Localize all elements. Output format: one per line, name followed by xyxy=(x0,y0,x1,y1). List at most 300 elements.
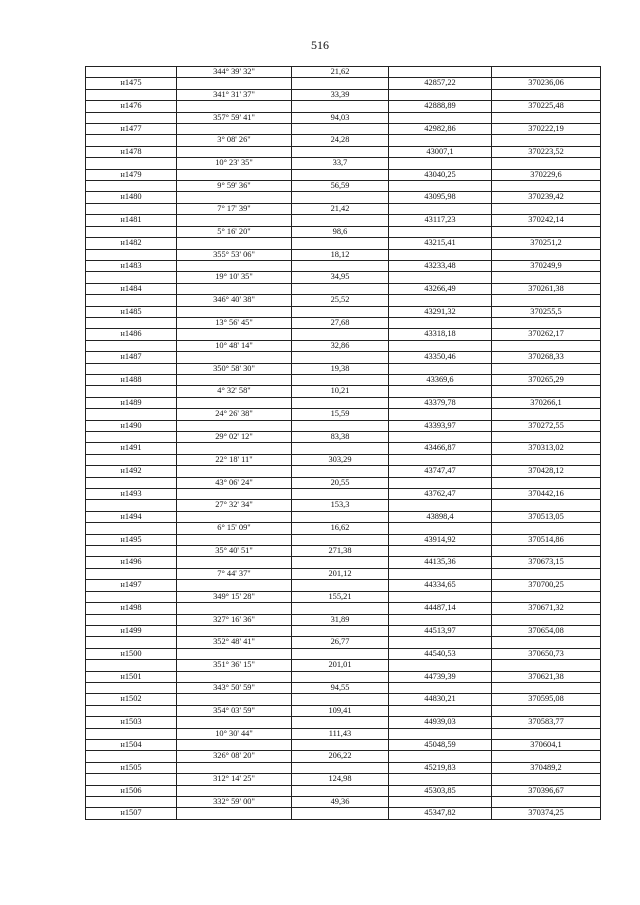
point-name: н1488 xyxy=(86,374,177,385)
empty-cell xyxy=(292,511,389,522)
empty-cell xyxy=(86,272,177,283)
empty-cell xyxy=(86,112,177,123)
distance-value: 56,59 xyxy=(292,181,389,192)
bearing-value: 327° 16' 36" xyxy=(177,614,292,625)
bearing-value: 29° 02' 12" xyxy=(177,432,292,443)
segment-row xyxy=(86,249,601,260)
segment-row xyxy=(86,614,601,625)
segment-row xyxy=(86,89,601,100)
empty-cell xyxy=(86,317,177,328)
y-coordinate: 370621,38 xyxy=(492,671,601,682)
distance-value: 111,43 xyxy=(292,728,389,739)
point-row xyxy=(86,169,601,180)
empty-cell xyxy=(492,409,601,420)
empty-cell xyxy=(292,192,389,203)
bearing-value: 352° 48' 41" xyxy=(177,637,292,648)
empty-cell xyxy=(492,454,601,465)
empty-cell xyxy=(492,705,601,716)
empty-cell xyxy=(492,317,601,328)
segment-row xyxy=(86,728,601,739)
y-coordinate: 370654,08 xyxy=(492,625,601,636)
empty-cell xyxy=(292,306,389,317)
distance-value: 26,77 xyxy=(292,637,389,648)
y-coordinate: 370313,02 xyxy=(492,443,601,454)
empty-cell xyxy=(492,432,601,443)
segment-row xyxy=(86,67,601,78)
distance-value: 15,59 xyxy=(292,409,389,420)
distance-value: 19,38 xyxy=(292,363,389,374)
point-name: н1503 xyxy=(86,717,177,728)
empty-cell xyxy=(86,386,177,397)
bearing-value: 357° 59' 41" xyxy=(177,112,292,123)
distance-value: 33,39 xyxy=(292,89,389,100)
empty-cell xyxy=(389,272,492,283)
empty-cell xyxy=(389,432,492,443)
empty-cell xyxy=(86,454,177,465)
y-coordinate: 370513,05 xyxy=(492,511,601,522)
y-coordinate: 370650,73 xyxy=(492,648,601,659)
point-name: н1481 xyxy=(86,215,177,226)
empty-cell xyxy=(292,397,389,408)
segment-row xyxy=(86,568,601,579)
x-coordinate: 43007,1 xyxy=(389,146,492,157)
distance-value: 33,7 xyxy=(292,158,389,169)
point-row xyxy=(86,489,601,500)
empty-cell xyxy=(177,329,292,340)
empty-cell xyxy=(292,329,389,340)
point-name: н1504 xyxy=(86,739,177,750)
empty-cell xyxy=(86,409,177,420)
empty-cell xyxy=(292,580,389,591)
point-row xyxy=(86,283,601,294)
point-row xyxy=(86,329,601,340)
bearing-value: 22° 18' 11" xyxy=(177,454,292,465)
x-coordinate: 44830,21 xyxy=(389,694,492,705)
distance-value: 31,89 xyxy=(292,614,389,625)
segment-row xyxy=(86,340,601,351)
empty-cell xyxy=(292,717,389,728)
empty-cell xyxy=(492,249,601,260)
point-name: н1498 xyxy=(86,603,177,614)
page-number: 516 xyxy=(311,38,329,52)
x-coordinate: 42982,86 xyxy=(389,124,492,135)
empty-cell xyxy=(177,124,292,135)
y-coordinate: 370242,14 xyxy=(492,215,601,226)
x-coordinate: 44334,65 xyxy=(389,580,492,591)
empty-cell xyxy=(492,158,601,169)
y-coordinate: 370255,5 xyxy=(492,306,601,317)
empty-cell xyxy=(177,260,292,271)
empty-cell xyxy=(86,295,177,306)
empty-cell xyxy=(177,648,292,659)
x-coordinate: 45347,82 xyxy=(389,808,492,819)
x-coordinate: 43747,47 xyxy=(389,466,492,477)
empty-cell xyxy=(292,808,389,819)
x-coordinate: 45303,85 xyxy=(389,785,492,796)
segment-row xyxy=(86,295,601,306)
distance-value: 83,38 xyxy=(292,432,389,443)
bearing-value: 346° 40' 38" xyxy=(177,295,292,306)
empty-cell xyxy=(86,135,177,146)
y-coordinate: 370514,86 xyxy=(492,534,601,545)
empty-cell xyxy=(492,135,601,146)
distance-value: 303,29 xyxy=(292,454,389,465)
empty-cell xyxy=(292,352,389,363)
segment-row xyxy=(86,158,601,169)
point-row xyxy=(86,511,601,522)
point-name: н1479 xyxy=(86,169,177,180)
point-row xyxy=(86,215,601,226)
bearing-value: 10° 48' 14" xyxy=(177,340,292,351)
empty-cell xyxy=(389,728,492,739)
segment-row xyxy=(86,523,601,534)
point-row xyxy=(86,101,601,112)
empty-cell xyxy=(492,546,601,557)
empty-cell xyxy=(177,557,292,568)
empty-cell xyxy=(492,500,601,511)
empty-cell xyxy=(292,146,389,157)
y-coordinate: 370396,67 xyxy=(492,785,601,796)
empty-cell xyxy=(292,101,389,112)
empty-cell xyxy=(492,181,601,192)
y-coordinate: 370604,1 xyxy=(492,739,601,750)
empty-cell xyxy=(292,489,389,500)
empty-cell xyxy=(389,477,492,488)
empty-cell xyxy=(292,739,389,750)
bearing-value: 351° 36' 15" xyxy=(177,660,292,671)
empty-cell xyxy=(86,158,177,169)
empty-cell xyxy=(292,694,389,705)
point-name: н1475 xyxy=(86,78,177,89)
point-row xyxy=(86,443,601,454)
distance-value: 49,36 xyxy=(292,797,389,808)
empty-cell xyxy=(389,67,492,78)
distance-value: 153,3 xyxy=(292,500,389,511)
empty-cell xyxy=(177,420,292,431)
segment-row xyxy=(86,591,601,602)
x-coordinate: 43350,46 xyxy=(389,352,492,363)
y-coordinate: 370222,19 xyxy=(492,124,601,135)
coordinates-table-body xyxy=(86,67,601,820)
point-row xyxy=(86,534,601,545)
distance-value: 21,42 xyxy=(292,203,389,214)
point-row xyxy=(86,192,601,203)
empty-cell xyxy=(492,682,601,693)
empty-cell xyxy=(492,728,601,739)
empty-cell xyxy=(389,340,492,351)
empty-cell xyxy=(492,112,601,123)
empty-cell xyxy=(292,557,389,568)
coordinates-table xyxy=(85,66,601,820)
bearing-value: 354° 03' 59" xyxy=(177,705,292,716)
y-coordinate: 370229,6 xyxy=(492,169,601,180)
y-coordinate: 370374,25 xyxy=(492,808,601,819)
point-row xyxy=(86,625,601,636)
point-name: н1496 xyxy=(86,557,177,568)
empty-cell xyxy=(86,751,177,762)
segment-row xyxy=(86,682,601,693)
y-coordinate: 370223,52 xyxy=(492,146,601,157)
x-coordinate: 44739,39 xyxy=(389,671,492,682)
empty-cell xyxy=(292,671,389,682)
x-coordinate: 44939,03 xyxy=(389,717,492,728)
point-row xyxy=(86,739,601,750)
empty-cell xyxy=(389,226,492,237)
empty-cell xyxy=(292,534,389,545)
distance-value: 34,95 xyxy=(292,272,389,283)
x-coordinate: 43117,23 xyxy=(389,215,492,226)
empty-cell xyxy=(86,568,177,579)
x-coordinate: 43914,92 xyxy=(389,534,492,545)
empty-cell xyxy=(389,637,492,648)
empty-cell xyxy=(389,774,492,785)
distance-value: 109,41 xyxy=(292,705,389,716)
point-name: н1505 xyxy=(86,762,177,773)
empty-cell xyxy=(292,443,389,454)
empty-cell xyxy=(177,580,292,591)
y-coordinate: 370442,16 xyxy=(492,489,601,500)
empty-cell xyxy=(389,203,492,214)
empty-cell xyxy=(86,181,177,192)
point-row xyxy=(86,260,601,271)
segment-row xyxy=(86,705,601,716)
x-coordinate: 44487,14 xyxy=(389,603,492,614)
empty-cell xyxy=(492,89,601,100)
empty-cell xyxy=(292,215,389,226)
point-name: н1478 xyxy=(86,146,177,157)
empty-cell xyxy=(86,682,177,693)
empty-cell xyxy=(86,637,177,648)
point-row xyxy=(86,694,601,705)
empty-cell xyxy=(177,694,292,705)
bearing-value: 43° 06' 24" xyxy=(177,477,292,488)
empty-cell xyxy=(177,101,292,112)
empty-cell xyxy=(389,317,492,328)
segment-row xyxy=(86,409,601,420)
point-name: н1493 xyxy=(86,489,177,500)
empty-cell xyxy=(389,112,492,123)
empty-cell xyxy=(292,124,389,135)
x-coordinate: 43318,18 xyxy=(389,329,492,340)
point-name: н1489 xyxy=(86,397,177,408)
empty-cell xyxy=(389,614,492,625)
segment-row xyxy=(86,112,601,123)
bearing-value: 341° 31' 37" xyxy=(177,89,292,100)
point-name: н1507 xyxy=(86,808,177,819)
empty-cell xyxy=(86,728,177,739)
segment-row xyxy=(86,546,601,557)
empty-cell xyxy=(177,374,292,385)
empty-cell xyxy=(492,614,601,625)
empty-cell xyxy=(177,306,292,317)
segment-row xyxy=(86,386,601,397)
empty-cell xyxy=(292,603,389,614)
x-coordinate: 45048,59 xyxy=(389,739,492,750)
empty-cell xyxy=(177,625,292,636)
y-coordinate: 370251,2 xyxy=(492,238,601,249)
empty-cell xyxy=(389,363,492,374)
distance-value: 94,55 xyxy=(292,682,389,693)
empty-cell xyxy=(177,671,292,682)
empty-cell xyxy=(389,591,492,602)
y-coordinate: 370265,29 xyxy=(492,374,601,385)
point-row xyxy=(86,374,601,385)
empty-cell xyxy=(86,614,177,625)
y-coordinate: 370261,38 xyxy=(492,283,601,294)
distance-value: 98,6 xyxy=(292,226,389,237)
bearing-value: 5° 16' 20" xyxy=(177,226,292,237)
empty-cell xyxy=(86,363,177,374)
point-row xyxy=(86,557,601,568)
point-row xyxy=(86,306,601,317)
segment-row xyxy=(86,363,601,374)
empty-cell xyxy=(389,386,492,397)
segment-row xyxy=(86,272,601,283)
x-coordinate: 43466,87 xyxy=(389,443,492,454)
point-name: н1492 xyxy=(86,466,177,477)
y-coordinate: 370489,2 xyxy=(492,762,601,773)
bearing-value: 19° 10' 35" xyxy=(177,272,292,283)
empty-cell xyxy=(389,89,492,100)
empty-cell xyxy=(492,660,601,671)
distance-value: 32,86 xyxy=(292,340,389,351)
distance-value: 18,12 xyxy=(292,249,389,260)
y-coordinate: 370225,48 xyxy=(492,101,601,112)
point-name: н1490 xyxy=(86,420,177,431)
point-row xyxy=(86,397,601,408)
empty-cell xyxy=(389,249,492,260)
empty-cell xyxy=(389,409,492,420)
y-coordinate: 370262,17 xyxy=(492,329,601,340)
bearing-value: 10° 30' 44" xyxy=(177,728,292,739)
empty-cell xyxy=(492,568,601,579)
empty-cell xyxy=(492,477,601,488)
empty-cell xyxy=(86,249,177,260)
empty-cell xyxy=(492,226,601,237)
distance-value: 201,12 xyxy=(292,568,389,579)
empty-cell xyxy=(492,774,601,785)
y-coordinate: 370428,12 xyxy=(492,466,601,477)
empty-cell xyxy=(292,260,389,271)
empty-cell xyxy=(177,785,292,796)
bearing-value: 7° 17' 39" xyxy=(177,203,292,214)
empty-cell xyxy=(389,682,492,693)
point-row xyxy=(86,603,601,614)
point-row xyxy=(86,238,601,249)
point-name: н1499 xyxy=(86,625,177,636)
empty-cell xyxy=(492,386,601,397)
bearing-value: 27° 32' 34" xyxy=(177,500,292,511)
bearing-value: 24° 26' 38" xyxy=(177,409,292,420)
segment-row xyxy=(86,637,601,648)
bearing-value: 35° 40' 51" xyxy=(177,546,292,557)
point-name: н1483 xyxy=(86,260,177,271)
empty-cell xyxy=(177,78,292,89)
point-name: н1506 xyxy=(86,785,177,796)
empty-cell xyxy=(389,751,492,762)
bearing-value: 6° 15' 09" xyxy=(177,523,292,534)
y-coordinate: 370239,42 xyxy=(492,192,601,203)
y-coordinate: 370236,06 xyxy=(492,78,601,89)
bearing-value: 326° 08' 20" xyxy=(177,751,292,762)
empty-cell xyxy=(177,169,292,180)
point-name: н1485 xyxy=(86,306,177,317)
empty-cell xyxy=(292,374,389,385)
x-coordinate: 44135,36 xyxy=(389,557,492,568)
y-coordinate: 370266,1 xyxy=(492,397,601,408)
empty-cell xyxy=(86,797,177,808)
point-row xyxy=(86,124,601,135)
x-coordinate: 44513,97 xyxy=(389,625,492,636)
y-coordinate: 370595,08 xyxy=(492,694,601,705)
segment-row xyxy=(86,135,601,146)
x-coordinate: 43233,48 xyxy=(389,260,492,271)
empty-cell xyxy=(177,603,292,614)
empty-cell xyxy=(492,272,601,283)
y-coordinate: 370673,15 xyxy=(492,557,601,568)
bearing-value: 355° 53' 06" xyxy=(177,249,292,260)
bearing-value: 350° 58' 30" xyxy=(177,363,292,374)
y-coordinate: 370671,32 xyxy=(492,603,601,614)
empty-cell xyxy=(177,397,292,408)
empty-cell xyxy=(492,591,601,602)
y-coordinate: 370700,25 xyxy=(492,580,601,591)
segment-row xyxy=(86,797,601,808)
x-coordinate: 43393,97 xyxy=(389,420,492,431)
empty-cell xyxy=(177,739,292,750)
empty-cell xyxy=(86,340,177,351)
empty-cell xyxy=(389,454,492,465)
empty-cell xyxy=(177,192,292,203)
x-coordinate: 42857,22 xyxy=(389,78,492,89)
point-row xyxy=(86,352,601,363)
empty-cell xyxy=(389,568,492,579)
point-row xyxy=(86,717,601,728)
point-name: н1480 xyxy=(86,192,177,203)
segment-row xyxy=(86,774,601,785)
point-name: н1477 xyxy=(86,124,177,135)
empty-cell xyxy=(389,158,492,169)
empty-cell xyxy=(86,591,177,602)
y-coordinate: 370249,9 xyxy=(492,260,601,271)
x-coordinate: 43379,78 xyxy=(389,397,492,408)
point-row xyxy=(86,762,601,773)
empty-cell xyxy=(492,340,601,351)
y-coordinate: 370583,77 xyxy=(492,717,601,728)
empty-cell xyxy=(492,363,601,374)
point-name: н1476 xyxy=(86,101,177,112)
point-name: н1494 xyxy=(86,511,177,522)
bearing-value: 343° 50' 59" xyxy=(177,682,292,693)
x-coordinate: 43762,47 xyxy=(389,489,492,500)
empty-cell xyxy=(389,523,492,534)
empty-cell xyxy=(86,89,177,100)
empty-cell xyxy=(292,169,389,180)
distance-value: 24,28 xyxy=(292,135,389,146)
x-coordinate: 43215,41 xyxy=(389,238,492,249)
empty-cell xyxy=(292,420,389,431)
point-name: н1487 xyxy=(86,352,177,363)
empty-cell xyxy=(86,67,177,78)
empty-cell xyxy=(177,146,292,157)
empty-cell xyxy=(177,238,292,249)
empty-cell xyxy=(177,466,292,477)
point-row xyxy=(86,466,601,477)
distance-value: 27,68 xyxy=(292,317,389,328)
point-name: н1497 xyxy=(86,580,177,591)
x-coordinate: 43291,32 xyxy=(389,306,492,317)
point-row xyxy=(86,648,601,659)
